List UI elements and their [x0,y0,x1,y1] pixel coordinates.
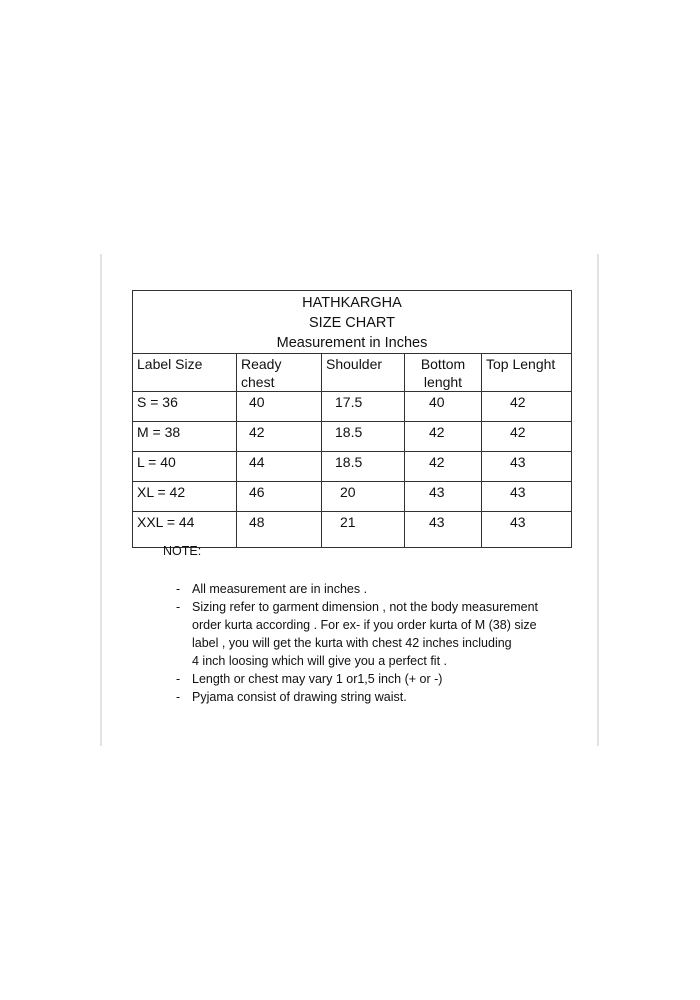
list-item [176,580,556,598]
note-text: Length or chest may vary 1 or1,5 inch (+ or -) [192,672,443,686]
note-text: Sizing refer to garment dimension , not the body measurement order kurta according . For ex- if you order kurta of M (38) size label , you will get the kurta with chest 42 inches including 4 inch loosing which will give you a perfect fit . [192,600,539,668]
cell-top-length: 42 [482,392,572,422]
cell-ready-chest: 48 [237,512,322,548]
cell-ready-chest: 44 [237,452,322,482]
cell-top-length: 43 [482,512,572,548]
page-edge-left [100,254,102,746]
table-header-row [133,354,572,392]
page-edge-right [597,254,599,746]
cell-label-size: M = 38 [133,422,237,452]
cell-top-length: 42 [482,422,572,452]
cell-label-size: XXL = 44 [133,512,237,548]
cell-bottom-length: 42 [405,452,482,482]
table-title-row [133,291,572,354]
dash-bullet: - [176,672,181,686]
chart-title: SIZE CHART [309,315,395,331]
list-item [176,670,556,688]
table-row [133,422,572,452]
list-item [176,598,556,670]
cell-shoulder: 17.5 [322,392,405,422]
cell-shoulder: 18.5 [322,422,405,452]
table-row [133,512,572,548]
cell-shoulder: 20 [322,482,405,512]
table-row [133,452,572,482]
table-title [133,291,572,354]
cell-bottom-length: 43 [405,512,482,548]
list-item [176,688,556,706]
size-chart-table [132,290,572,548]
cell-bottom-length: 40 [405,392,482,422]
cell-bottom-length: 42 [405,422,482,452]
notes-list [176,580,556,706]
dash-bullet: - [176,690,181,704]
cell-ready-chest: 40 [237,392,322,422]
cell-label-size: XL = 42 [133,482,237,512]
cell-shoulder: 18.5 [322,452,405,482]
dash-bullet: - [176,582,181,596]
header-bottom-length: Bottom lenght [405,354,482,392]
header-shoulder: Shoulder [322,354,405,392]
cell-shoulder: 21 [322,512,405,548]
brand-title: HATHKARGHA [302,295,402,311]
note-text: All measurement are in inches . [192,582,368,596]
note-title: NOTE: [163,544,202,558]
cell-ready-chest: 46 [237,482,322,512]
table-row [133,482,572,512]
cell-ready-chest: 42 [237,422,322,452]
cell-label-size: L = 40 [133,452,237,482]
cell-top-length: 43 [482,452,572,482]
note-text: Pyjama consist of drawing string waist. [192,690,407,704]
cell-bottom-length: 43 [405,482,482,512]
header-top-length: Top Lenght [482,354,572,392]
table-row [133,392,572,422]
cell-top-length: 43 [482,482,572,512]
header-label-size: Label Size [133,354,237,392]
chart-subtitle: Measurement in Inches [276,335,428,351]
cell-label-size: S = 36 [133,392,237,422]
header-ready-chest: Ready chest [237,354,322,392]
dash-bullet: - [176,600,181,614]
